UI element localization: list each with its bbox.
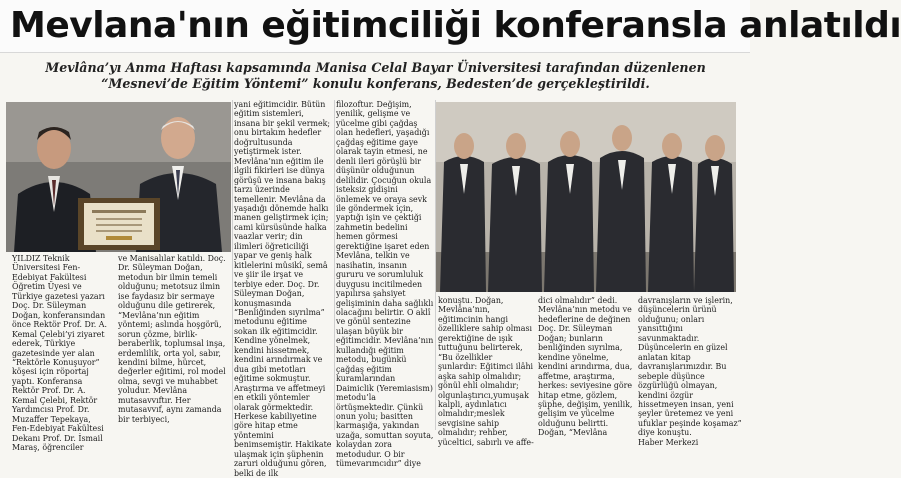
article-paragraph: davranışların ve işlerin, düşüncelerin ürünü olduğunu; onları yansıttığını savunmaktadır. Düşüncelerin en güzel anlatan kitap davranışlarımızdır. Bu sebeple düşünce özgürlüğü olmayan, kendini özgür hissetmeyen insan, yeni şeyler üretemez ve yeni ufuklar peşinde koşamaz” diye konuştu. Haber Merkezi (638, 296, 742, 447)
article-paragraph: dici olmalıdır” dedi. Mevlâna’nın metodu ve hedeflerine de değinen Doç. Dr. Süleyman Doğan; bunların benliğinden sıyrılma, kendine yönelme, kendini arındırma, dua, affetme, araştırma, herkes: seviyesine göre hitap etme, gözlem, şüphe, değişim, yenilik, gelişim ve yücelme olduğunu belirtti. Doğan, “Mevlâna (538, 296, 633, 438)
article-paragraph: yani eğitimcidir. Bütün eğitim sistemleri, insana bir şekil vermek; onu birtakım hedefler doğrultusunda yetiştirmek ister. Mevlâna’nın eğitim ile ilgili fikirleri ise dünya görüşü ve insana bakış tarzı üzerinde temellenir. Mevlâna da yaşadığı dönemde halkı manen geliştirmek için; cami kürsüsünde halka vaazlar verir; din ilimleri öğreticiliği yapar ve geniş halk kitlelerini mûsikî, semâ ve şiir ile irşat ve terbiye eder. Doç. Dr. Süleyman Doğan, konuşmasında “Benliğinden sıyrılma” metodunu eğitime sokan ilk eğitimcidir. Kendine yönelmek, kendini hissetmek, kendini arındırmak ve dua gibi metotları eğitime sokmuştur. Araştırma ve affetmeyi en etkili yöntemler olarak görmektedir. Herkese kabiliyetine göre hitap etme yöntemini benimsemiştir. Hakikate ulaşmak için şüphenin zaruri olduğunu gören, belki de ilk (234, 100, 332, 478)
article-subheadline: Mevlâna’yı Anma Haftası kapsamında Manisa Celal Bayar Üniversitesi tarafından düzenlenen “Mesnevi’de Eğitim Yöntemi” konulu konferans, Bedesten’de gerçekleştirildi. (45, 60, 706, 91)
column-rule (232, 100, 233, 430)
article-paragraph: YILDIZ Teknik Üniversitesi Fen-Edebiyat Fakültesi Öğretim Üyesi ve Türkiye gazetesi yazarı Doç. Dr. Süleyman Doğan, konferansından önce Rektör Prof. Dr. A. Kemal Çelebi’yi ziyaret ederek, Türkiye gazetesinde yer alan “Rektörle Konuşuyor” köşesi için röportaj yaptı. Konferansa Rektör Prof. Dr. A. Kemal Çelebi, Rektör Yardımcısı Prof. Dr. Muzaffer Tepekaya, Fen-Edebiyat Fakültesi Dekanı Prof. Dr. İsmail Maraş, öğrenciler (12, 254, 107, 453)
article-column-7 (638, 296, 744, 447)
article-column-2 (118, 254, 226, 434)
article-column-6 (538, 296, 636, 438)
photo-plaque-presentation (6, 102, 231, 252)
article-column-5 (438, 296, 534, 447)
photo-group (436, 102, 736, 292)
article-headline: Mevlana'nın eğitimciliği konferansla anlatıldı (10, 5, 901, 46)
column-rule (435, 100, 436, 430)
column-rule (334, 100, 335, 430)
article-column-4 (336, 100, 434, 469)
article-paragraph: konuştu. Doğan, Mevlâna’nın, eğitimcinin hangi özelliklere sahip olması gerektiğine de ışık tuttuğunu belirterek, “Bu özellikler şunlardır: Eğitimci ilâhi aşka sahip olmalıdır; gönül ehli olmalıdır; olgunlaştırıcı,yumuşak kalpli, aydınlatıcı olmalıdır;meslek sevgisine sahip olmalıdır; rehber, yüceltici, sabırlı ve affe- (438, 296, 534, 447)
article-paragraph: ve Manisalılar katıldı. Doç. Dr. Süleyman Doğan, metodun bir ilmin temeli olduğunu; metotsuz ilmin ise faydasız bir sermaye olduğunu dile getirerek, “Mevlâna’nın eğitim yöntemi; aslında hoşgörü, sorun çözme, birlik-beraberlik, toplumsal inşa, erdemlilik, orta yol, sabır, kendini bilme, hürcet, değerler eğitimi, rol model olma, sevgi ve muhabbet yoludur. Mevlâna mutasavvıftır. Her mutasavvıf, aynı zamanda bir terbiyeci, (118, 254, 226, 424)
article-column-3 (234, 100, 332, 478)
article-column-1 (12, 254, 108, 453)
article-paragraph: filozoftur. Değişim, yenilik, gelişme ve yücelme gibi çağdaş olan hedefleri, yaşadığı çağdaş eğitime gaye olarak tayin etmesi, ne denli ileri görüşlü bir düşünür olduğunun delilidir. Çocuğun okula isteksiz gidişini önlemek ve oraya sevk ile göndermek için, yaptığı işin ve çektiği zahmetin bedelini hemen görmesi gerektiğine işaret eden Mevlâna, telkin ve nasihatin, insanın gururu ve sorumluluk duygusu incitilmeden yapılırsa şahsiyet gelişiminin daha sağlıklı olacağını belirtir. O aklî ve gönül sentezine ulaşan büyük bir eğitimcidir. Mevlâna’nın kullandığı eğitim metodu, bugünkü çağdaş eğitim kuramlarından Daimiclik (Yeremiasism) metodu’la örtüşmektedir. Çünkü onun yolu; basitten karmaşığa, yakından uzağa, somuttan soyuta, kolaydan zora metodudur. O bir tümevarımcıdır” diye (336, 100, 434, 469)
headline-banner (0, 0, 901, 53)
